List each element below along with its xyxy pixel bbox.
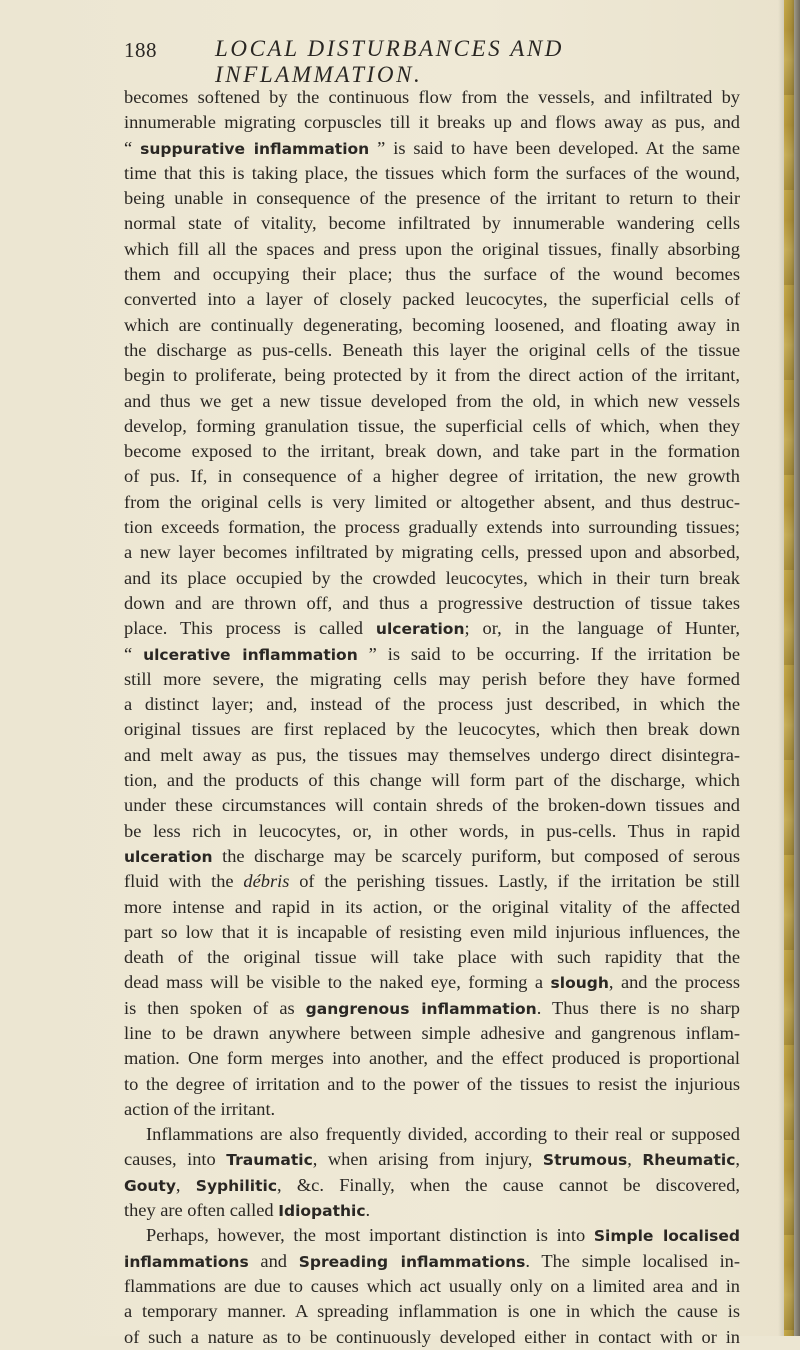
running-head: LOCAL DISTURBANCES AND INFLAMMATION. (215, 36, 565, 87)
text-line: of such a nature as to be continuously developed either in contact with or in (124, 1326, 740, 1347)
text-line: Gouty, Syphilitic, &c. Finally, when the cause cannot be discovered, (124, 1174, 740, 1195)
text-line: a new layer becomes infiltrated by migrating cells, pressed upon and absorbed, (124, 542, 740, 563)
text-line: which are continually degenerating, becoming loosened, and floating away in (124, 314, 740, 335)
text-line: Inflammations are also frequently divided, according to their real or supposed (146, 1124, 740, 1145)
text-line: converted into a layer of closely packed leucocytes, the superficial cells of (124, 289, 740, 310)
text-line: becomes softened by the continuous flow from the vessels, and infiltrated by (124, 87, 740, 107)
text-line: time that this is taking place, the tissues which form the surfaces of the wound, (124, 162, 740, 183)
text-line: original tissues are first replaced by the leucocytes, which then break down (124, 719, 740, 740)
bold-term: suppurative inflammation (140, 139, 370, 158)
text-line: tion, and the products of this change will form part of the discharge, which (124, 770, 740, 791)
text-line: fluid with the débris of the perishing tissues. Lastly, if the irritation be still (124, 871, 740, 892)
body-text (124, 85, 740, 1350)
text-line: action of the irritant. (124, 1098, 276, 1119)
bold-term: gangrenous inflammation (305, 999, 537, 1018)
bold-term: Syphilitic (195, 1176, 278, 1195)
text-line: normal state of vitality, become infiltrated by innumerable wandering cells (124, 213, 740, 234)
text-line: become exposed to the irritant, break down, and take part in the formation (124, 441, 740, 462)
text-line: they are often called Idiopathic. (124, 1200, 371, 1221)
text-line: ulceration the discharge may be scarcely puriform, but composed of serous (124, 845, 740, 866)
bold-term: ulceration (124, 847, 213, 866)
bold-term: ulcerative inflammation (143, 645, 358, 664)
text-line: still more severe, the migrating cells may perish before they have formed (124, 668, 740, 689)
bold-term: Simple localised (593, 1227, 741, 1246)
bold-term: ulceration (375, 620, 465, 639)
text-line: innumerable migrating corpuscles till it breaks up and flows away as pus, and (124, 112, 740, 133)
text-line: be less rich in leucocytes, or, in other words, in pus-cells. Thus in rapid (124, 820, 740, 841)
text-line: is then spoken of as gangrenous inflammation. Thus there is no sharp (124, 997, 740, 1018)
page-number: 188 (124, 38, 157, 62)
text-line: “ suppurative inflammation ” is said to have been developed. At the same (124, 137, 740, 158)
italic-term: débris (243, 871, 290, 892)
text-line: them and occupying their place; thus the surface of the wound becomes (124, 264, 740, 285)
text-line: to the degree of irritation and to the power of the tissues to resist the injurious (124, 1073, 740, 1094)
text-line: and thus we get a new tissue developed from the old, in which new vessels (124, 390, 740, 411)
text-line: and melt away as pus, the tissues may themselves undergo direct disintegra- (124, 744, 740, 765)
text-line: and its place occupied by the crowded leucocytes, which in their turn break (124, 567, 740, 588)
text-line: being unable in consequence of the presence of the irritant to return to their (124, 188, 740, 209)
text-line: a distinct layer; and, instead of the process just described, in which the (124, 694, 740, 715)
text-line: which fill all the spaces and press upon the original tissues, finally absorbing (124, 238, 740, 259)
text-line: Perhaps, however, the most important distinction is into Simple localised (146, 1225, 741, 1246)
bold-term: slough (550, 974, 609, 993)
bold-term: inflammations (124, 1252, 249, 1271)
text-line: the discharge as pus-cells. Beneath this layer the original cells of the tissue (124, 339, 740, 360)
text-line: mation. One form merges into another, and the effect produced is proportional (124, 1048, 740, 1069)
text-line: under these circumstances will contain shreds of the broken-down tissues and (124, 795, 740, 816)
text-line: down and are thrown off, and thus a progressive destruction of tissue takes (124, 592, 740, 613)
text-line: begin to proliferate, being protected by it from the direct action of the irritant, (124, 365, 740, 386)
text-line: more intense and rapid in its action, or the original vitality of the affected (124, 896, 740, 917)
text-line: part so low that it is incapable of resisting even mild injurious influences, the (124, 921, 740, 942)
text-line: causes, into Traumatic, when arising from injury, Strumous, Rheumatic, (124, 1149, 740, 1170)
text-line: from the original cells is very limited or altogether absent, and thus destruc- (124, 491, 740, 512)
text-line: “ ulcerative inflammation ” is said to be occurring. If the irritation be (124, 643, 741, 664)
text-line: place. This process is called ulceration; or, in the language of Hunter, (124, 618, 740, 639)
text-line: a temporary manner. A spreading inflammation is one in which the cause is (124, 1301, 740, 1322)
text-line: of pus. If, in consequence of a higher degree of irritation, the new growth (124, 466, 740, 487)
page-header (124, 36, 744, 87)
text-line: tion exceeds formation, the process gradually extends into surrounding tissues; (124, 517, 740, 538)
bold-term: Rheumatic (642, 1151, 736, 1170)
bold-term: Gouty (124, 1176, 176, 1195)
page-edge-shadow (778, 0, 800, 1336)
bold-term: Idiopathic (278, 1202, 366, 1221)
bold-term: Spreading inflammations (298, 1252, 526, 1271)
bold-term: Traumatic (226, 1151, 313, 1170)
text-line: death of the original tissue will take place with such rapidity that the (124, 947, 740, 968)
text-line: inflammations and Spreading inflammations. The simple localised in- (124, 1250, 740, 1271)
bold-term: Strumous (542, 1151, 628, 1170)
text-line: dead mass will be visible to the naked eye, forming a slough, and the process (124, 972, 740, 993)
text-line: develop, forming granulation tissue, the superficial cells of which, when they (124, 415, 740, 436)
text-line: flammations are due to causes which act usually only on a limited area and in (124, 1275, 740, 1296)
text-line: line to be drawn anywhere between simple adhesive and gangrenous inflam- (124, 1022, 740, 1043)
